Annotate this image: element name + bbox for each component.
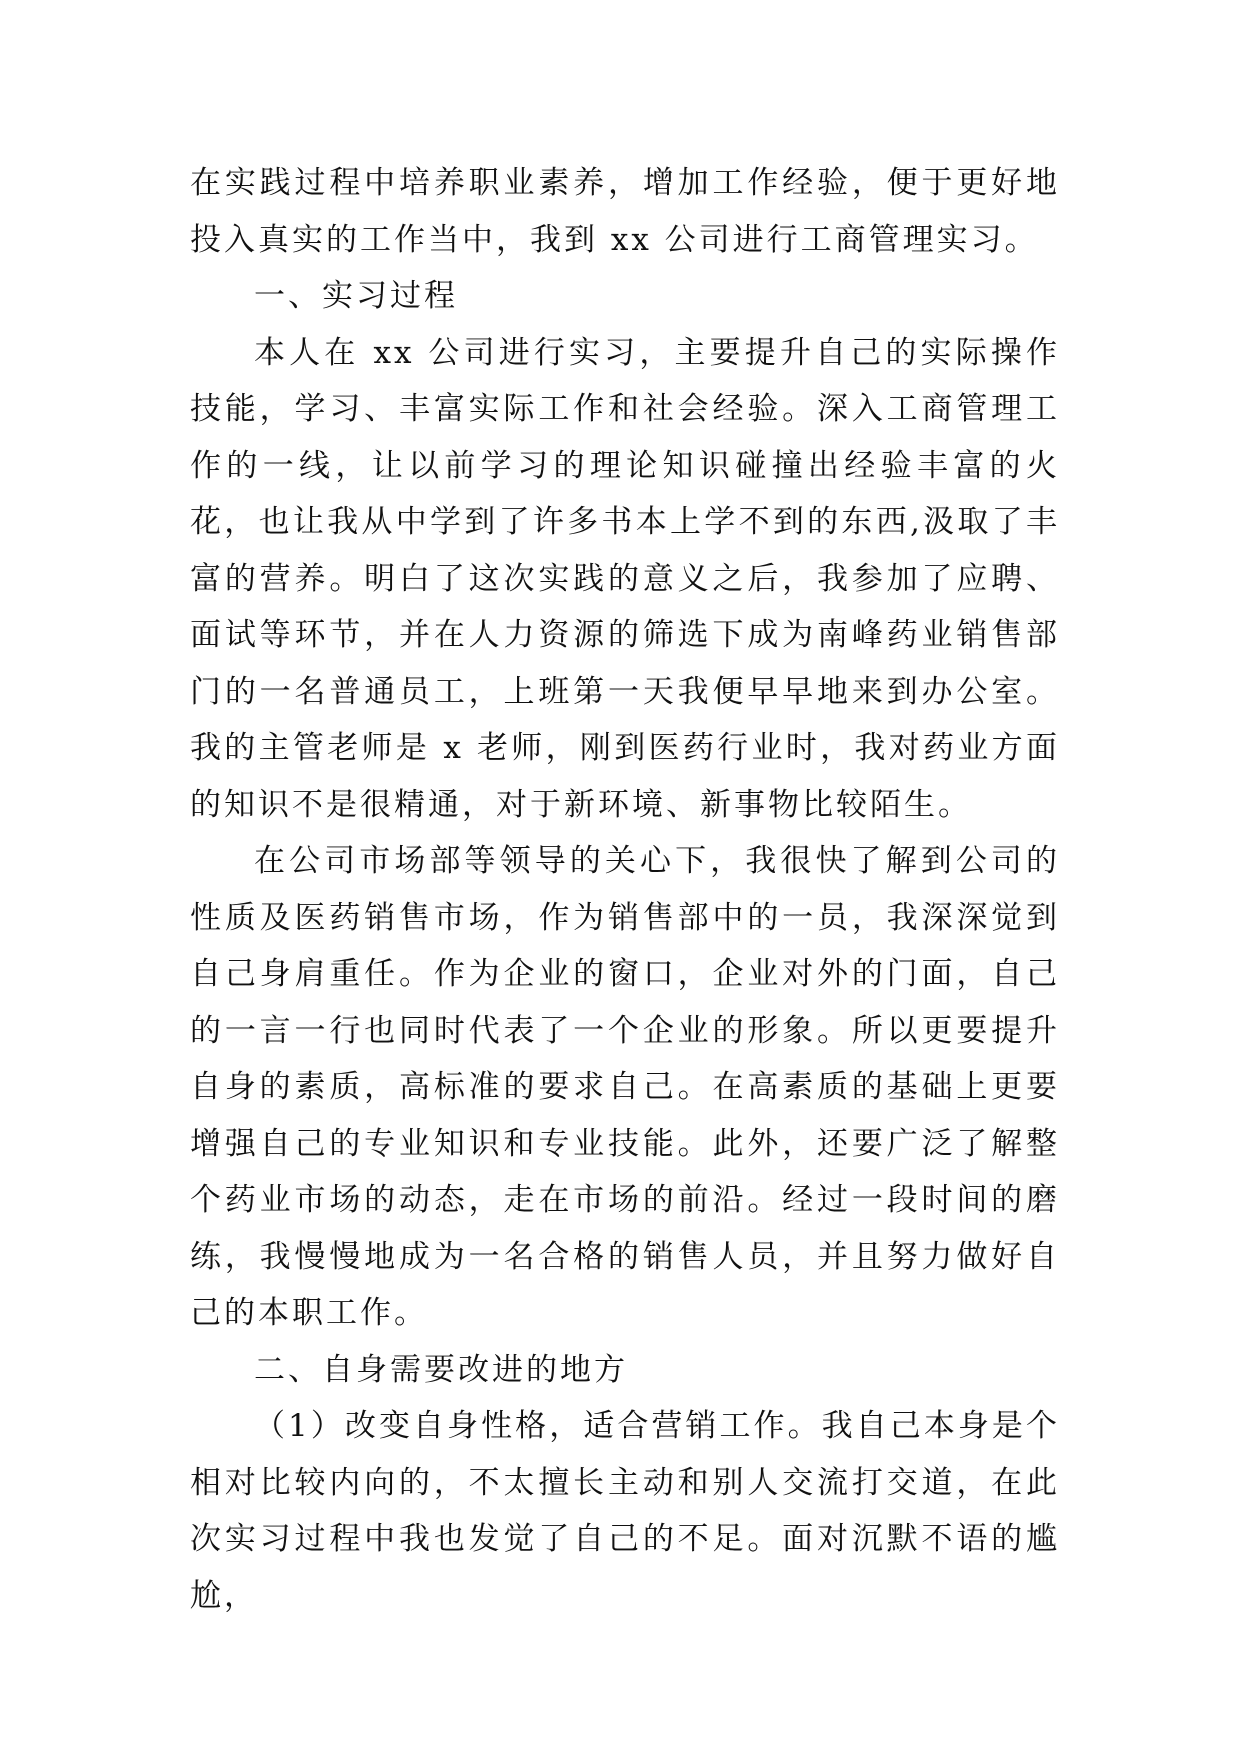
paragraph-internship-description: 本人在 xx 公司进行实习，主要提升自己的实际操作技能，学习、丰富实际工作和社会经验。深入工商管理工作的一线，让以前学习的理论知识碰撞出经验丰富的火花，也让我从中学到了许多书本上学不到的东西,汲取了丰富的营养。明白了这次实践的意义之后，我参加了应聘、面试等环节，并在人力资源的筛选下成为南峰药业销售部门的一名普通员工，上班第一天我便早早地来到办公室。我的主管老师是 x 老师，刚到医药行业时，我对药业方面的知识不是很精通，对于新环境、新事物比较陌生。 bbox=[190, 334, 1060, 823]
paragraph-sales-role: 在公司市场部等领导的关心下，我很快了解到公司的性质及医药销售市场，作为销售部中的一员，我深深觉到自己身肩重任。作为企业的窗口，企业对外的门面，自己的一言一行也同时代表了一个企业的形象。所以更要提升自身的素质，高标准的要求自己。在高素质的基础上更要增强自己的专业知识和专业技能。此外，还要广泛了解整个药业市场的动态，走在市场的前沿。经过一段时间的磨练，我慢慢地成为一名合格的销售人员，并且努力做好自己的本职工作。 bbox=[190, 843, 1060, 1331]
paragraph-intro: 在实践过程中培养职业素养，增加工作经验，便于更好地投入真实的工作当中，我到 xx 公司进行工商管理实习。 bbox=[190, 165, 1060, 258]
section-heading-internship-process: 一、实习过程 bbox=[254, 278, 458, 314]
section-heading-improvements: 二、自身需要改进的地方 bbox=[254, 1351, 628, 1388]
paragraph-improvement-1: （1）改变自身性格，适合营销工作。我自己本身是个相对比较内向的，不太擅长主动和别人交流打交道，在此次实习过程中我也发觉了自己的不足。面对沉默不语的尴尬， bbox=[190, 1408, 1060, 1614]
document-page bbox=[190, 155, 1060, 1624]
